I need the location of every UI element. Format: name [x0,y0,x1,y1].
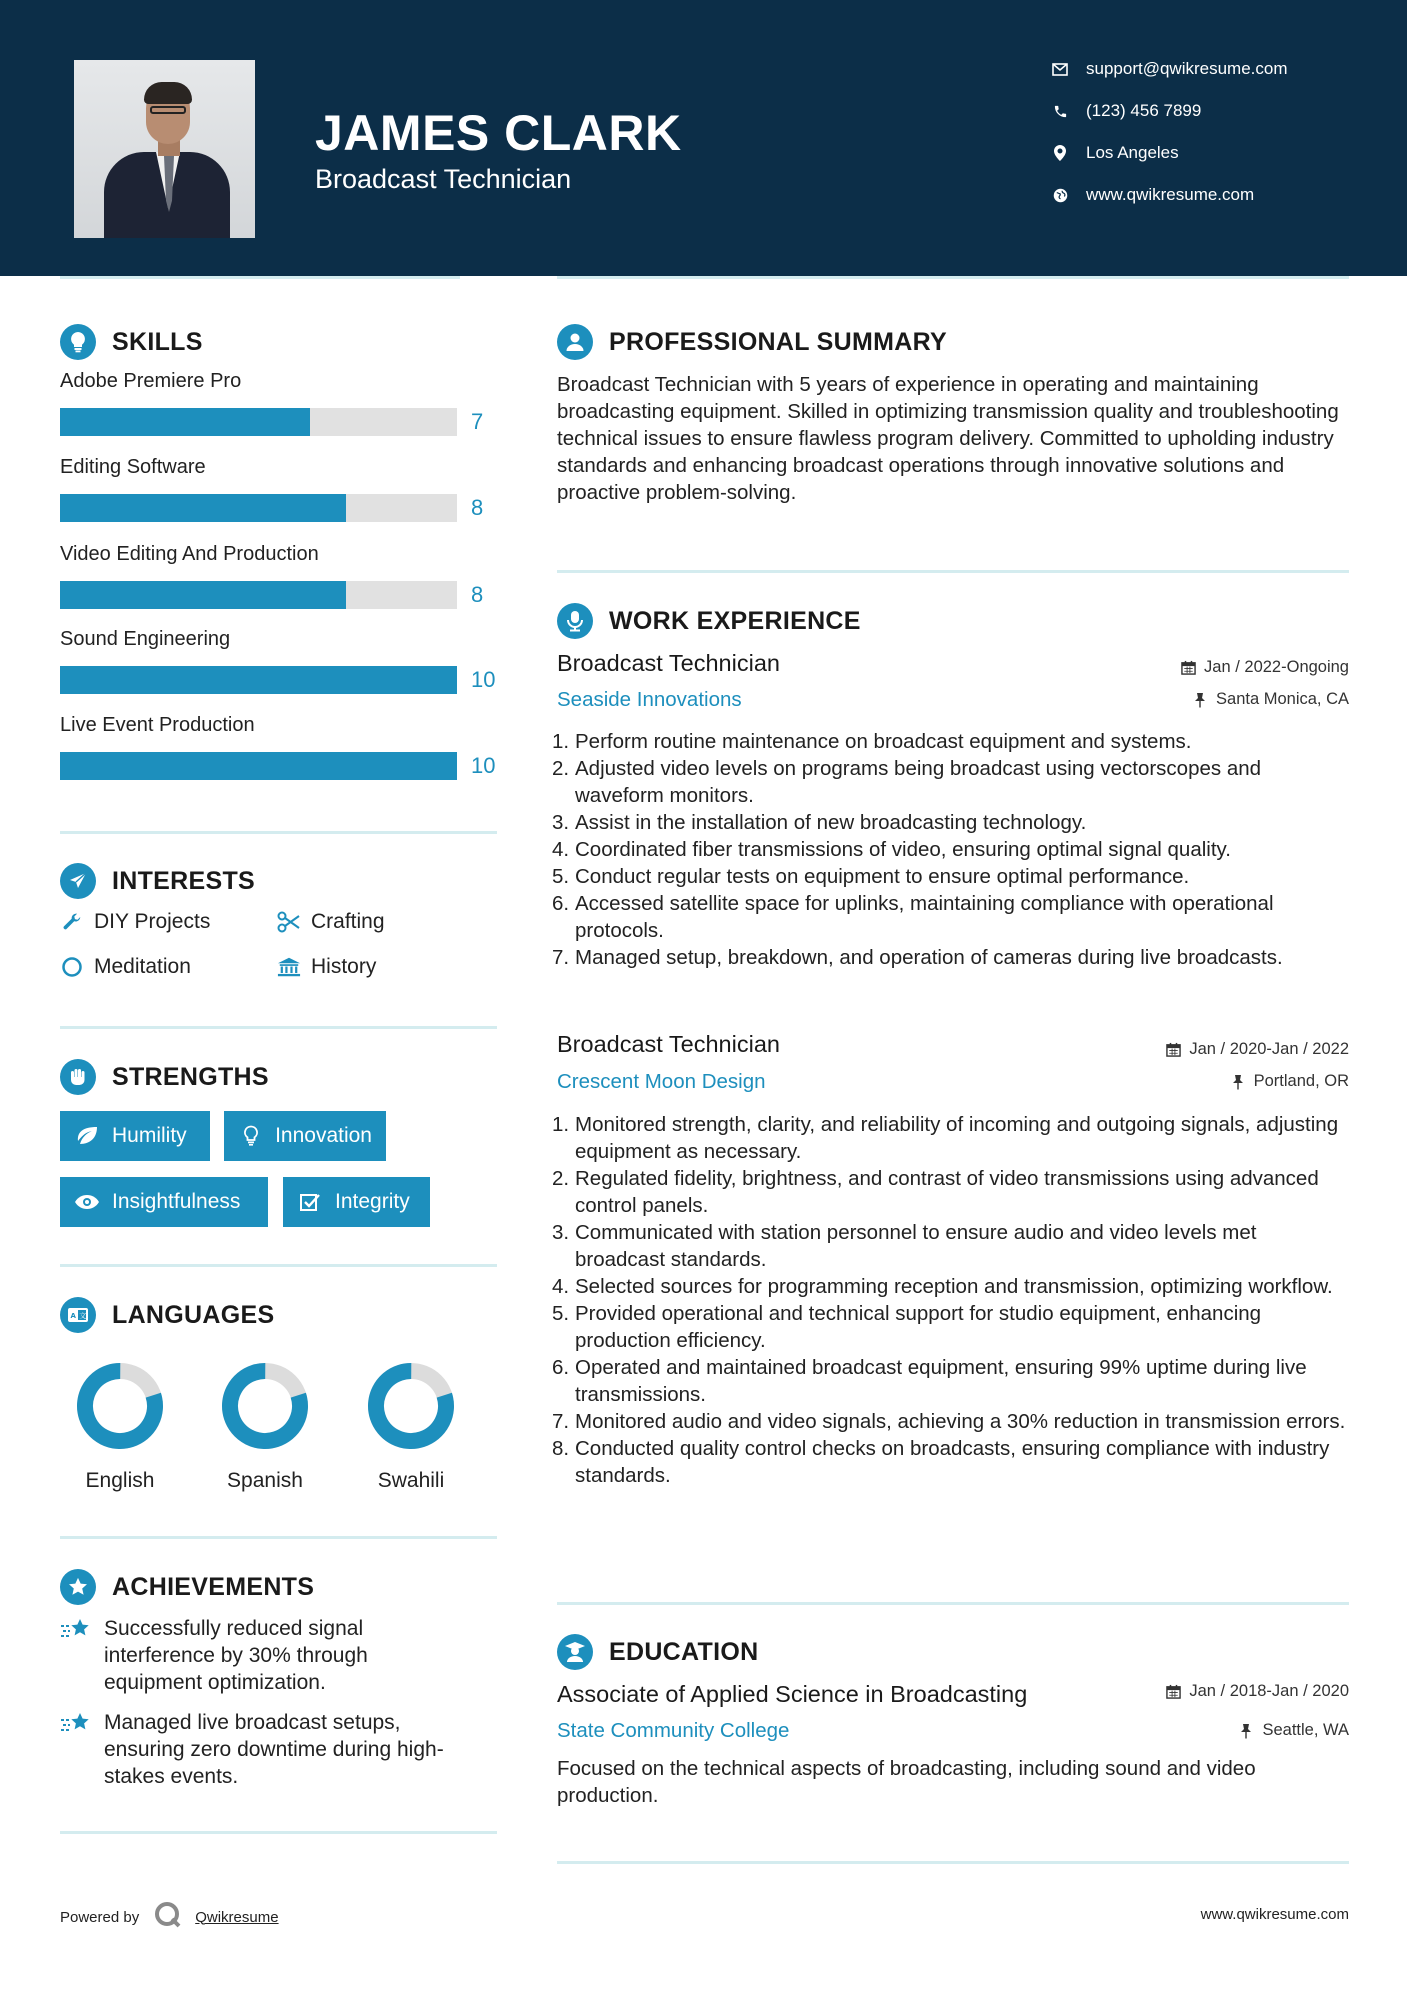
skills-heading: SKILLS [60,324,203,360]
header-divider-right [557,276,1349,279]
contact-website[interactable]: www.qwikresume.com [1050,180,1380,210]
section-divider [557,1602,1349,1605]
job-dates: Jan / 2020-Jan / 2022 [1165,1040,1349,1059]
language-level-arc [76,1362,164,1450]
leaf-icon [74,1123,100,1149]
calendar-icon [1165,1684,1181,1700]
achievements-heading: ACHIEVEMENTS [60,1569,314,1605]
skill-bar-fill [60,666,457,694]
job-bullet: 5. Provided operational and technical support for studio equipment, enhancing production efficiency. [552,1302,1262,1352]
pushpin-icon [1238,1723,1254,1739]
job-bullet: 6. Accessed satellite space for uplinks, maintaining compliance with operational protocols. [552,892,1274,942]
education-heading: EDUCATION [557,1634,758,1670]
job-bullet: 1. Monitored strength, clarity, and reliability of incoming and outgoing signals, adjusting equipment as necessary. [552,1113,1339,1163]
job-bullet: 7. Monitored audio and video signals, achieving a 30% reduction in transmission errors. [552,1410,1346,1433]
interest-item: Crafting [277,910,385,934]
skill-bar-fill [60,494,346,522]
shooting-star-icon [60,1711,94,1790]
fist-icon [60,1059,96,1095]
interests-heading: INTERESTS [60,863,255,899]
pushpin-icon [1192,692,1208,708]
contact-location: Los Angeles [1050,138,1380,168]
degree-title: Associate of Applied Science in Broadcasting [557,1681,1028,1707]
skill-value: 10 [471,753,496,778]
job-title: Broadcast Technician [557,1031,780,1057]
strength-chip: Insightfulness [60,1177,268,1227]
shooting-star-icon [60,1617,94,1696]
language-item [205,1361,325,1493]
job-bullet: 7. Managed setup, breakdown, and operation of cameras during live broadcasts. [552,946,1283,969]
summary-heading: PROFESSIONAL SUMMARY [557,324,947,360]
lightbulb-icon [60,324,96,360]
job-bullet: 1. Perform routine maintenance on broadcast equipment and systems. [552,730,1192,753]
language-item [60,1361,180,1493]
skill-label: Editing Software [60,456,206,478]
strengths-heading: STRENGTHS [60,1059,269,1095]
skill-bar-track [60,494,457,522]
qwikresume-logo-icon [153,1900,183,1934]
pushpin-icon [1230,1074,1246,1090]
star-badge-icon [60,1569,96,1605]
job-bullet: 6. Operated and maintained broadcast equipment, ensuring 99% uptime during live transmissions. [552,1356,1307,1406]
language-icon [60,1297,96,1333]
achievement-item: Successfully reduced signal interference by 30% through equipment optimization. [60,1615,470,1696]
skill-value: 8 [471,495,484,520]
job-bullet: 2. Regulated fidelity, brightness, and contrast of video transmissions using advanced control panels. [552,1167,1319,1217]
strength-chip: Innovation [224,1111,386,1161]
calendar-icon [1165,1042,1181,1058]
globe-icon [1050,185,1070,205]
language-level-donut [75,1361,165,1451]
checkbox-icon [297,1189,323,1215]
job-dates: Jan / 2022-Ongoing [1180,658,1349,677]
language-level-donut [220,1361,310,1451]
svg-text:A: A [70,1312,76,1320]
language-label: Spanish [227,1469,303,1492]
circle-icon [60,955,84,979]
section-divider [60,1831,497,1834]
strength-chip: Integrity [283,1177,430,1227]
job-bullet-list [552,1111,1352,1489]
job-location: Portland, OR [1230,1072,1349,1091]
skill-bar-track [60,581,457,609]
job-bullet: 8. Conducted quality control checks on broadcasts, ensuring compliance with industry standards. [552,1437,1330,1487]
microphone-icon [557,603,593,639]
paper-plane-icon [60,863,96,899]
header-divider-left [60,276,460,279]
skill-value: 8 [471,582,484,607]
language-level-arc [221,1362,309,1450]
language-item [351,1361,471,1493]
skill-label: Adobe Premiere Pro [60,370,242,392]
contact-phone[interactable]: (123) 456 7899 [1050,96,1380,126]
strength-chip: Humility [60,1111,210,1161]
school-name: State Community College [557,1719,790,1742]
wrench-icon [60,910,84,934]
skill-label: Live Event Production [60,714,255,736]
job-bullet: 3. Assist in the installation of new broadcasting technology. [552,811,1087,834]
section-divider [557,570,1349,573]
candidate-title: Broadcast Technician [315,164,572,194]
skill-bar-fill [60,752,457,780]
eye-icon [74,1189,100,1215]
calendar-icon [1180,660,1196,676]
achievement-item: Managed live broadcast setups, ensuring zero downtime during high-stakes events. [60,1709,470,1790]
section-divider [60,1026,497,1029]
skill-label: Sound Engineering [60,628,231,650]
bank-icon [277,955,301,979]
skill-label: Video Editing And Production [60,543,319,565]
location-pin-icon [1050,143,1070,163]
skill-bar-fill [60,581,346,609]
footer-powered-by: Powered by Qwikresume [60,1900,279,1934]
skill-value: 10 [471,667,496,692]
skill-bar-track [60,752,457,780]
experience-heading: WORK EXPERIENCE [557,603,861,639]
job-title: Broadcast Technician [557,650,780,676]
skill-bar-fill [60,408,310,436]
skill-bar-track [60,666,457,694]
footer-website[interactable]: www.qwikresume.com [1200,1906,1349,1923]
languages-heading: A 文 LANGUAGES [60,1297,274,1333]
scissors-icon [277,910,301,934]
company-name: Seaside Innovations [557,688,742,711]
job-bullet-list [552,728,1352,971]
job-bullet: 5. Conduct regular tests on equipment to ensure optimal performance. [552,865,1190,888]
interest-item: DIY Projects [60,910,210,934]
contact-email[interactable]: support@qwikresume.com [1050,54,1380,84]
skill-bar-track [60,408,457,436]
section-divider [557,1861,1349,1864]
section-divider [60,1536,497,1539]
skill-value: 7 [471,409,484,434]
candidate-name: JAMES CLARK [315,105,682,161]
job-bullet: 4. Selected sources for programming reception and transmission, optimizing workflow. [552,1275,1333,1298]
section-divider [60,1264,497,1267]
job-bullet: 2. Adjusted video levels on programs being broadcast using vectorscopes and waveform monitors. [552,757,1262,807]
graduate-icon [557,1634,593,1670]
language-level-donut [366,1361,456,1451]
summary-text: Broadcast Technician with 5 years of experience in operating and maintaining broadcasting equipment. Skilled in optimizing transmission quality and troubleshooting technical issues to ensure flawless program delivery. Committed to upholding industry standards and enhancing broadcast operations through innovative solutions and proactive problem-solving. [557,373,1339,504]
interest-item: Meditation [60,955,191,979]
phone-icon [1050,101,1070,121]
company-name: Crescent Moon Design [557,1070,766,1093]
job-bullet: 3. Communicated with station personnel to ensure audio and video levels met broadcast standards. [552,1221,1257,1271]
user-icon [557,324,593,360]
interest-item: History [277,955,376,979]
language-level-arc [367,1362,455,1450]
job-bullet: 4. Coordinated fiber transmissions of video, ensuring optimal signal quality. [552,838,1231,861]
language-label: Swahili [377,1469,445,1492]
education-description: Focused on the technical aspects of broadcasting, including sound and video production. [557,1757,1256,1807]
resume-header [0,0,1407,276]
profile-photo [74,60,255,238]
email-icon [1050,59,1070,79]
language-label: English [85,1469,155,1492]
job-location: Santa Monica, CA [1192,690,1349,709]
education-dates: Jan / 2018-Jan / 2020 [1165,1682,1349,1701]
lightbulb-icon [238,1123,263,1149]
qwikresume-link[interactable]: Qwikresume [195,1908,279,1926]
svg-text:文: 文 [79,1312,87,1320]
education-location: Seattle, WA [1238,1721,1349,1740]
section-divider [60,831,497,834]
